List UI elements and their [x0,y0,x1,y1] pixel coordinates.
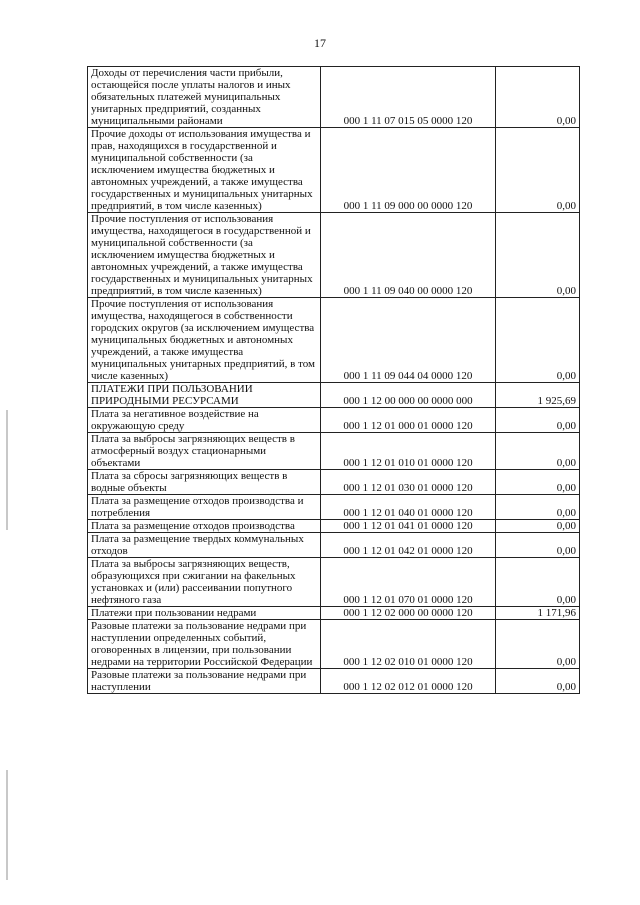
row-amount-cell: 0,00 [496,433,580,470]
row-code-cell: 000 1 11 09 000 00 0000 120 [321,128,496,213]
table-row [88,298,580,383]
scan-artifact [6,410,8,530]
row-name-cell: Плата за размещение отходов производства и потребления [88,495,321,520]
row-name-cell: Плата за сбросы загрязняющих веществ в водные объекты [88,470,321,495]
row-amount-cell: 0,00 [496,470,580,495]
table-row [88,433,580,470]
row-amount-cell: 0,00 [496,669,580,694]
row-code-cell: 000 1 12 01 000 01 0000 120 [321,408,496,433]
row-code-cell: 000 1 12 01 070 01 0000 120 [321,558,496,607]
table-row [88,408,580,433]
row-amount-cell: 0,00 [496,128,580,213]
row-amount-cell: 0,00 [496,533,580,558]
table-row [88,669,580,694]
row-name-cell: Плата за выбросы загрязняющих веществ в атмосферный воздух стационарными объектами [88,433,321,470]
row-amount-cell: 0,00 [496,520,580,533]
row-code-cell: 000 1 12 01 041 01 0000 120 [321,520,496,533]
row-name-cell: Плата за выбросы загрязняющих веществ, образующихся при сжигании на факельных установках и (или) рассеивании попутного нефтяного газа [88,558,321,607]
table-row [88,470,580,495]
row-name-cell: Плата за негативное воздействие на окружающую среду [88,408,321,433]
row-code-cell: 000 1 12 02 000 00 0000 120 [321,607,496,620]
row-amount-cell: 0,00 [496,298,580,383]
row-name-cell: ПЛАТЕЖИ ПРИ ПОЛЬЗОВАНИИ ПРИРОДНЫМИ РЕСУРСАМИ [88,383,321,408]
page-number: 17 [314,36,326,50]
row-code-cell: 000 1 11 07 015 05 0000 120 [321,67,496,128]
row-name-cell: Прочие поступления от использования имущества, находящегося в собственности городских округов (за исключением имущества муниципальных бюджетных и автономных учреждений, а также имущества муниципальных унитарных предприятий, в том числе казенных) [88,298,321,383]
table-row [88,520,580,533]
row-amount-cell: 1 925,69 [496,383,580,408]
row-amount-cell: 1 171,96 [496,607,580,620]
row-code-cell: 000 1 12 00 000 00 0000 000 [321,383,496,408]
row-name-cell: Разовые платежи за пользование недрами при наступлении [88,669,321,694]
table-row [88,383,580,408]
row-amount-cell: 0,00 [496,620,580,669]
row-amount-cell: 0,00 [496,408,580,433]
table-body [88,67,580,694]
row-name-cell: Платежи при пользовании недрами [88,607,321,620]
row-code-cell: 000 1 12 01 040 01 0000 120 [321,495,496,520]
row-name-cell: Прочие доходы от использования имущества и прав, находящихся в государственной и муниципальной собственности (за исключением имущества бюджетных и автономных учреждений, а также имущества государственных и муниципальных унитарных предприятий, в том числе казенных) [88,128,321,213]
row-code-cell: 000 1 11 09 040 00 0000 120 [321,213,496,298]
row-name-cell: Доходы от перечисления части прибыли, остающейся после уплаты налогов и иных обязательных платежей муниципальных унитарных предприятий, созданных муниципальными районами [88,67,321,128]
table-row [88,607,580,620]
row-name-cell: Плата за размещение твердых коммунальных отходов [88,533,321,558]
table-row [88,128,580,213]
row-code-cell: 000 1 12 02 012 01 0000 120 [321,669,496,694]
table-row [88,495,580,520]
row-code-cell: 000 1 12 01 030 01 0000 120 [321,470,496,495]
scan-artifact [6,770,8,880]
row-name-cell: Разовые платежи за пользование недрами при наступлении определенных событий, оговоренных в лицензии, при пользовании недрами на территории Российской Федерации [88,620,321,669]
table-row [88,620,580,669]
revenue-table [87,66,580,694]
row-amount-cell: 0,00 [496,213,580,298]
row-code-cell: 000 1 12 01 010 01 0000 120 [321,433,496,470]
table-row [88,67,580,128]
row-code-cell: 000 1 12 02 010 01 0000 120 [321,620,496,669]
row-amount-cell: 0,00 [496,67,580,128]
table-row [88,533,580,558]
table-row [88,558,580,607]
row-name-cell: Плата за размещение отходов производства [88,520,321,533]
row-code-cell: 000 1 11 09 044 04 0000 120 [321,298,496,383]
row-code-cell: 000 1 12 01 042 01 0000 120 [321,533,496,558]
row-amount-cell: 0,00 [496,495,580,520]
row-amount-cell: 0,00 [496,558,580,607]
row-name-cell: Прочие поступления от использования имущества, находящегося в государственной и муниципальной собственности (за исключением имущества бюджетных и автономных учреждений, а также имущества государственных и муниципальных унитарных предприятий, в том числе казенных) [88,213,321,298]
table-row [88,213,580,298]
